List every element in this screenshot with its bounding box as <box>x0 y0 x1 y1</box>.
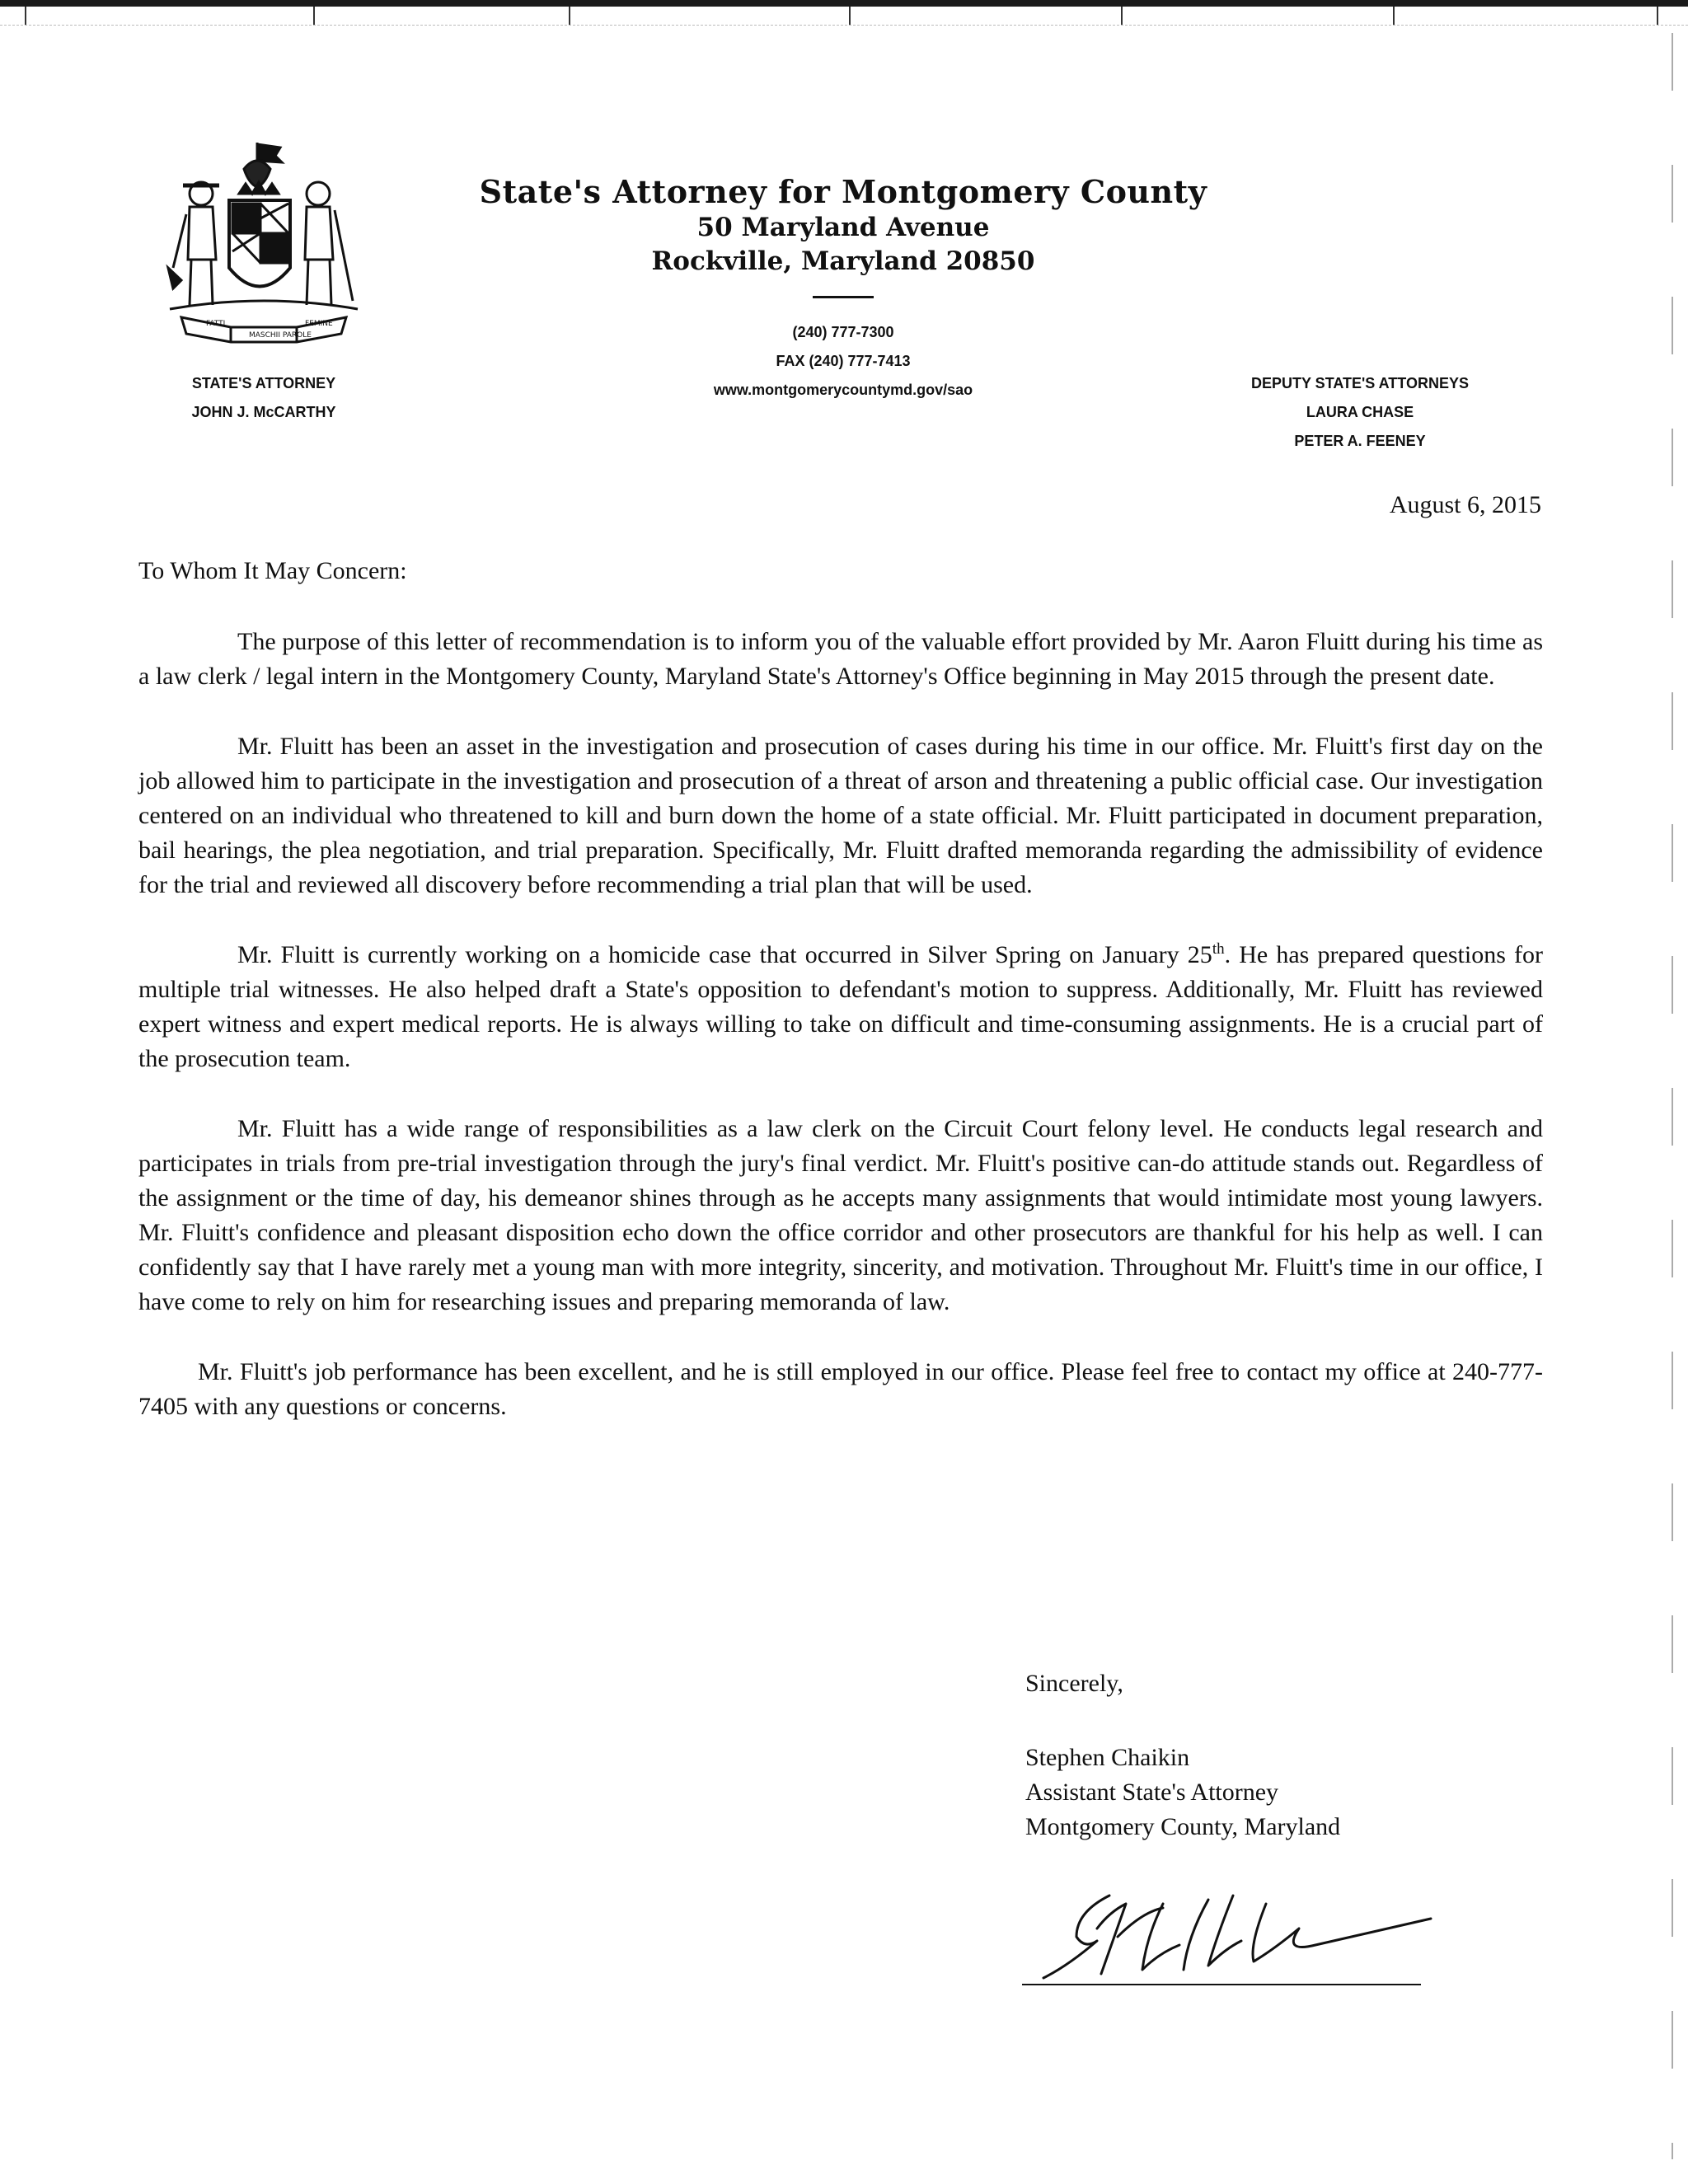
handwritten-signature-icon <box>1019 1879 1447 1994</box>
salutation: To Whom It May Concern: <box>138 557 407 584</box>
svg-text:MASCHII PAROLE: MASCHII PAROLE <box>249 331 312 340</box>
paragraph-3-start: Mr. Fluitt is currently working on a homicide case that occurred in Silver Spring on January 25 <box>237 941 1212 968</box>
paragraph-3 <box>138 938 1543 1076</box>
office-title: State's Attorney for Montgomery County <box>479 173 1207 210</box>
deputy-name-1: LAURA CHASE <box>1306 404 1414 421</box>
scan-artifact-ticks <box>0 7 1688 26</box>
paragraph-4: Mr. Fluitt has a wide range of responsibilities as a law clerk on the Circuit Court felony level. He conducts legal research and participates in trials from pre-trial investigation through the jury's final verdict. Mr. Fluitt's positive can-do attitude stands out. Regardless of the assignment or the time of day, his demeanor shines through as he accepts many assignments that would intimidate most young lawyers. Mr. Fluitt's confidence and pleasant disposition echo down the office corridor and other prosecutors are thankful for his help as well. I can confidently say that I have rarely met a young man with more integrity, sincerity, and motivation. Throughout Mr. Fluitt's time in our office, I have come to rely on him for researching issues and preparing memoranda of law. <box>138 1115 1543 1315</box>
phone-number: (240) 777-7300 <box>792 324 894 341</box>
website-link: www.montgomerycountymd.gov/sao <box>713 382 973 399</box>
maryland-state-seal-icon <box>165 136 363 359</box>
paragraph-1: The purpose of this letter of recommendation is to inform you of the valuable effort provided by Mr. Aaron Fluitt during his time as a law clerk / legal intern in the Montgomery County, Maryland State's Attorney's Office beginning in May 2015 through the present date. <box>138 628 1543 690</box>
letter-body <box>138 625 1543 1424</box>
signer-title: Assistant State's Attorney <box>1025 1779 1279 1806</box>
letterhead-center <box>371 173 1315 405</box>
letter-date: August 6, 2015 <box>1389 491 1541 518</box>
paragraph-3-end: . He has prepared questions for multiple trial witnesses. He also helped draft a State's opposition to defendant's motion to suppress. Additionally, Mr. Fluitt has reviewed expert witness and expert medical reports. He is always willing to take on difficult and time-consuming assignments. He is a crucial part of the prosecution team. <box>138 941 1543 1072</box>
letterhead-right <box>1212 369 1508 456</box>
signature-block <box>1025 1741 1340 1844</box>
ordinal-suffix: th <box>1212 940 1225 958</box>
letterhead-left <box>161 369 367 427</box>
signer-name: Stephen Chaikin <box>1025 1744 1190 1771</box>
deputy-name-2: PETER A. FEENEY <box>1294 433 1426 450</box>
closing: Sincerely, <box>1025 1670 1123 1697</box>
address-line-2: Rockville, Maryland 20850 <box>651 246 1035 277</box>
svg-text:FEMINE: FEMINE <box>305 320 333 328</box>
scan-edge-right <box>1672 33 1673 2159</box>
scan-edge-top <box>0 0 1688 7</box>
deputy-attorneys-role: DEPUTY STATE'S ATTORNEYS <box>1251 375 1469 391</box>
signer-location: Montgomery County, Maryland <box>1025 1813 1341 1840</box>
header-divider <box>813 296 874 298</box>
paragraph-5: Mr. Fluitt's job performance has been excellent, and he is still employed in our office. Please feel free to contact my office at 240-777-7405 with any questions or concerns. <box>138 1358 1543 1420</box>
states-attorney-role: STATE'S ATTORNEY <box>191 375 336 391</box>
svg-text:FATTI: FATTI <box>206 320 226 328</box>
paragraph-2: Mr. Fluitt has been an asset in the investigation and prosecution of cases during his time in our office. Mr. Fluitt's first day on the job allowed him to participate in the investigation and prosecution of a threat of arson and threatening a public official case. Our investigation centered on an individual who threatened to kill and burn down the home of a state official. Mr. Fluitt participated in document preparation, bail hearings, the plea negotiation, and trial preparation. Specifically, Mr. Fluitt drafted memoranda regarding the admissibility of evidence for the trial and reviewed all discovery before recommending a trial plan that will be used. <box>138 733 1543 898</box>
fax-number: FAX (240) 777-7413 <box>776 353 911 370</box>
address-line-1: 50 Maryland Avenue <box>696 212 990 242</box>
states-attorney-name: JOHN J. McCARTHY <box>191 404 336 421</box>
